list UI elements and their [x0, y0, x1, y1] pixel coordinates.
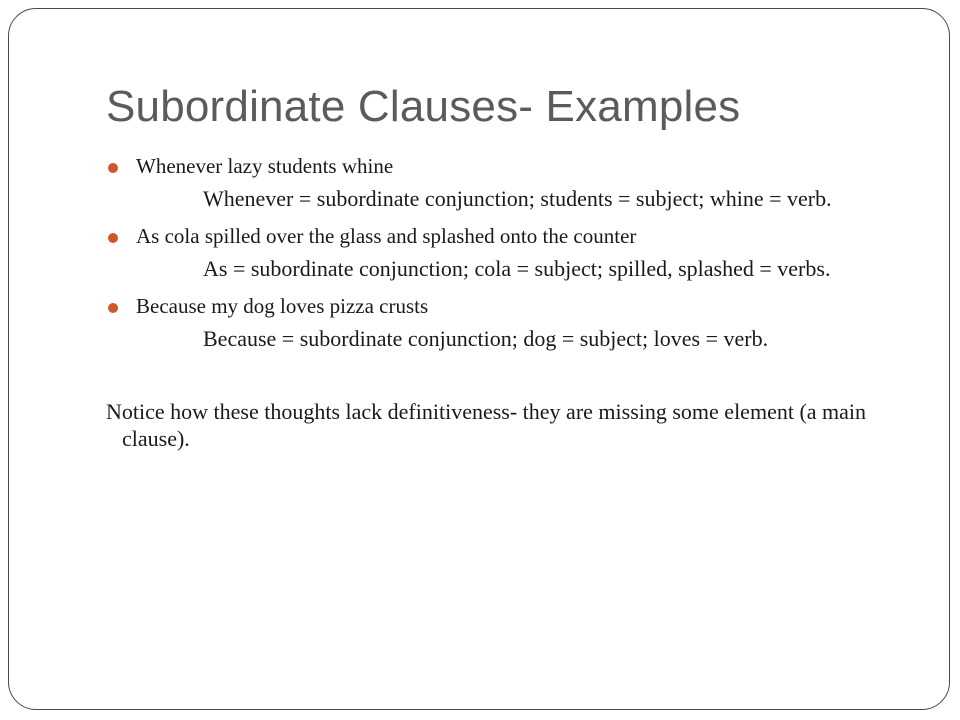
bullet-text: Because my dog loves pizza crusts [136, 294, 429, 318]
bullet-dot-icon [108, 303, 118, 313]
bullet-text: Whenever lazy students whine [136, 154, 394, 178]
bullet-item [106, 152, 906, 181]
bullet-explanation: As = subordinate conjunction; cola = subject; spilled, splashed = verbs. [203, 256, 831, 281]
bullet-item [106, 222, 906, 251]
bullet-item [106, 292, 906, 321]
bullet-explanation: Because = subordinate conjunction; dog = subject; loves = verb. [203, 326, 769, 351]
notice-paragraph: Notice how these thoughts lack definitiveness- they are missing some element (a main clause). [106, 399, 867, 451]
slide-title: Subordinate Clauses- Examples [106, 82, 741, 131]
bullet-dot-icon [108, 163, 118, 173]
bullet-explanation: Whenever = subordinate conjunction; students = subject; whine = verb. [203, 186, 832, 211]
slide-body [106, 152, 906, 452]
bullet-dot-icon [108, 233, 118, 243]
bullet-text: As cola spilled over the glass and splashed onto the counter [136, 224, 637, 248]
